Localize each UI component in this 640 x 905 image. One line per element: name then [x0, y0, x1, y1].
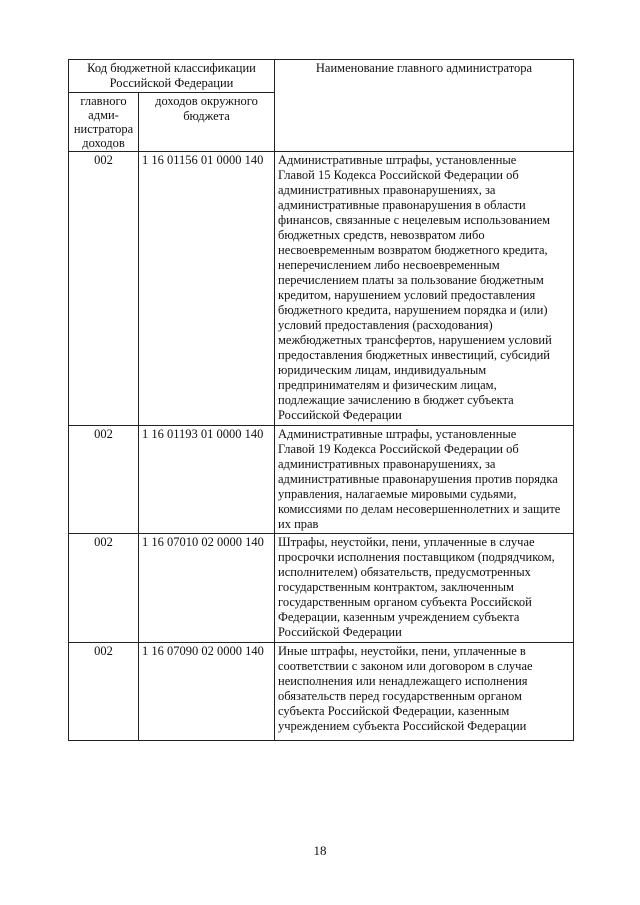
- administrator-name-cell: Административные штрафы, установленные Главой 19 Кодекса Российской Федерации об административных правонарушениях, за административные правонарушения против порядка управления, налагаемые мировыми судьями, комиссиями по делам несовершеннолетних и защите их прав: [275, 426, 574, 534]
- income-code-cell: 1 16 07010 02 0000 140: [139, 534, 275, 643]
- income-code-cell: 1 16 01193 01 0000 140: [139, 426, 275, 534]
- table-row: [69, 534, 574, 643]
- header-chief-administrator: главного адми- нистратора доходов: [69, 93, 139, 152]
- admin-code-cell: 002: [69, 534, 139, 643]
- budget-classification-table: [68, 59, 574, 741]
- header-classification-code: Код бюджетной классификации Российской Федерации: [69, 60, 275, 93]
- table-row: [69, 643, 574, 741]
- admin-code-cell: 002: [69, 152, 139, 426]
- administrator-name-cell: Иные штрафы, неустойки, пени, уплаченные в соответствии с законом или договором в случае неисполнения или ненадлежащего исполнения обязательств перед государственным органом субъекта Российской Федерации, казенным учреждением субъекта Российской Федерации: [275, 643, 574, 741]
- page-number: 18: [313, 843, 327, 858]
- admin-code-cell: 002: [69, 426, 139, 534]
- admin-code-cell: 002: [69, 643, 139, 741]
- header-district-budget-income: доходов окружного бюджета: [139, 93, 275, 152]
- table-row: [69, 152, 574, 426]
- administrator-name-cell: Административные штрафы, установленные Главой 15 Кодекса Российской Федерации об административных правонарушениях, за административные правонарушения в области финансов, связанные с нецелевым использованием бюджетных средств, невозвратом либо несвоевременным возвратом бюджетного кредита, неперечислением либо несвоевременным перечислением платы за пользование бюджетным кредитом, нарушением условий предоставления бюджетного кредита, нарушением порядка и (или) условий предоставления (расходования) межбюджетных трансфертов, нарушением условий предоставления бюджетных инвестиций, субсидий юридическим лицам, индивидуальным предпринимателям и физическим лицам, подлежащие зачислению в бюджет субъекта Российской Федерации: [275, 152, 574, 426]
- table-row: [69, 426, 574, 534]
- table-header-row-1: [69, 60, 574, 93]
- administrator-name-cell: Штрафы, неустойки, пени, уплаченные в случае просрочки исполнения поставщиком (подрядчиком, исполнителем) обязательств, предусмотренных государственным контрактом, заключенным государственным органом субъекта Российской Федерации, казенным учреждением субъекта Российской Федерации: [275, 534, 574, 643]
- header-administrator-name: Наименование главного администратора: [275, 60, 574, 152]
- income-code-cell: 1 16 01156 01 0000 140: [139, 152, 275, 426]
- income-code-cell: 1 16 07090 02 0000 140: [139, 643, 275, 741]
